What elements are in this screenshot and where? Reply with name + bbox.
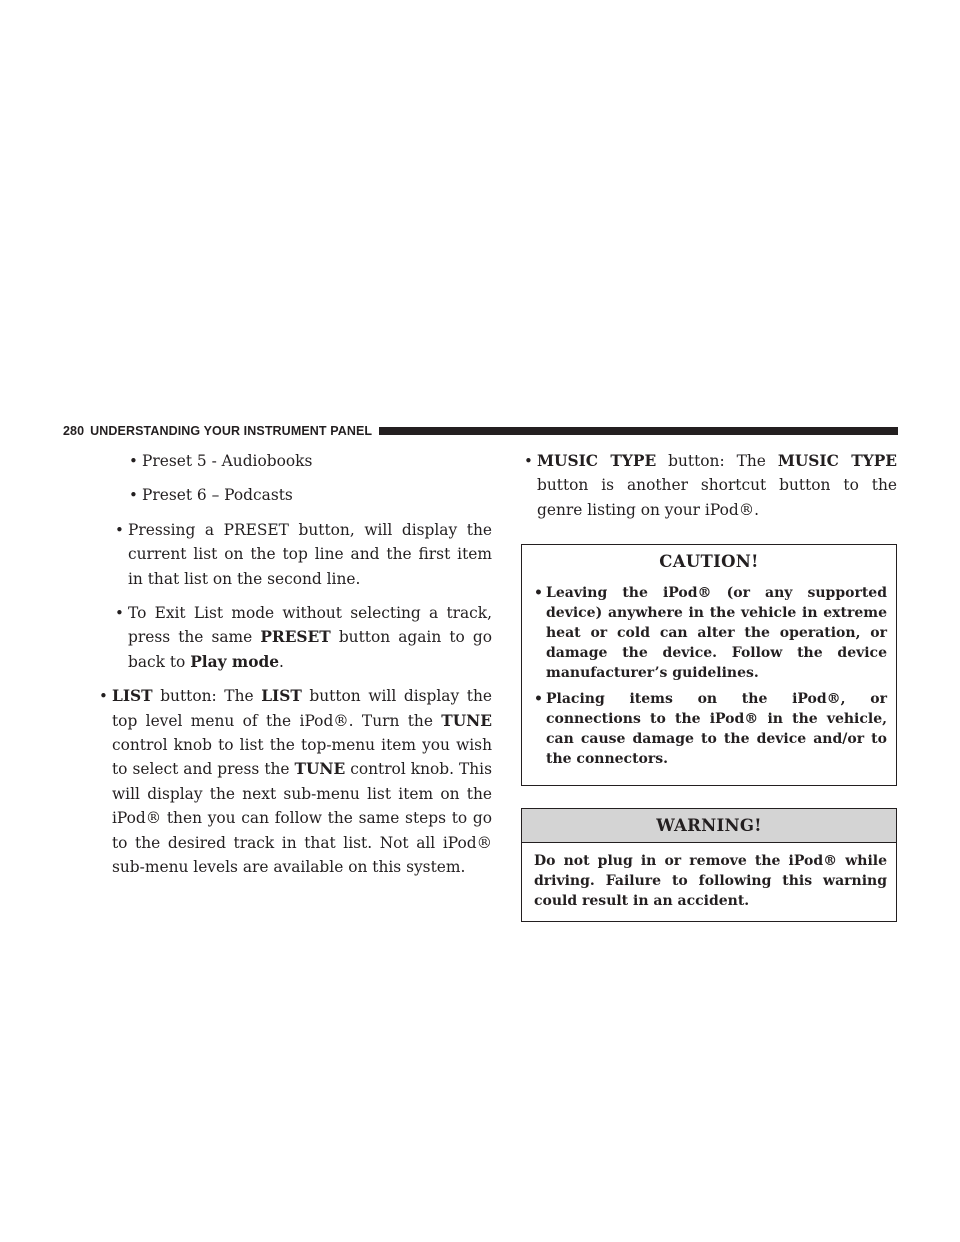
section-title: UNDERSTANDING YOUR INSTRUMENT PANEL bbox=[90, 424, 373, 438]
pressing-preset-text: Pressing a PRESET button, will display the current list on the top line and the first item in that list on the second line. bbox=[128, 520, 492, 588]
bullet: • bbox=[524, 452, 533, 470]
warning-text: Do not plug in or remove the iPod® while driving. Failure to following this warning could result in an accident. bbox=[534, 853, 887, 910]
preset-6-text: Preset 6 – Podcasts bbox=[142, 486, 293, 505]
exit-list-text: To Exit List mode without selecting a track, press the same bbox=[128, 604, 492, 647]
list-item bbox=[129, 483, 492, 507]
preset-5-text: Preset 5 - Audiobooks bbox=[142, 452, 313, 470]
bullet: • bbox=[129, 452, 138, 470]
exit-mid-text: button again to go back to bbox=[128, 628, 492, 671]
list-t4: control knob. This will display the next sub-menu list item on the iPod® then you can follow the same steps to go to the desired track in that list. Not all iPod® sub-menu levels are available on this system. bbox=[112, 760, 492, 877]
page-header bbox=[63, 423, 898, 439]
list-t2: button will display the top level menu of the iPod®. Turn the bbox=[112, 687, 492, 730]
header-rule bbox=[379, 427, 898, 435]
list-term: LIST bbox=[112, 687, 153, 706]
right-column bbox=[521, 449, 897, 922]
bullet: • bbox=[534, 690, 543, 707]
page-number: 280 bbox=[63, 424, 85, 438]
left-column bbox=[99, 449, 492, 890]
tune-term-1: TUNE bbox=[441, 711, 492, 730]
exit-play-term: Play mode bbox=[190, 652, 280, 671]
tune-term-2: TUNE bbox=[294, 760, 346, 779]
bullet: • bbox=[115, 604, 124, 623]
list-item bbox=[524, 449, 898, 522]
warning-title: WARNING! bbox=[522, 809, 896, 843]
list-term2: LIST bbox=[261, 687, 302, 706]
list-item bbox=[115, 601, 492, 674]
caution-box bbox=[521, 544, 897, 785]
music-type-term: MUSIC TYPE bbox=[537, 452, 657, 470]
warning-box bbox=[521, 808, 897, 922]
exit-end: . bbox=[279, 652, 284, 671]
music-type-t2: button is another shortcut button to the genre listing on your iPod®. bbox=[537, 476, 897, 519]
caution-text-1: Leaving the iPod® (or any supported device) anywhere in the vehicle in extreme heat or cold can alter the operation, or damage the device. Follow the device manufacturer’s guidelines. bbox=[546, 584, 887, 681]
caution-title: CAUTION! bbox=[659, 552, 759, 572]
caution-body bbox=[522, 579, 896, 785]
list-item bbox=[129, 449, 492, 473]
list-t3: control knob to list the top-menu item you wish to select and press the bbox=[112, 736, 492, 779]
bullet: • bbox=[129, 486, 138, 505]
caution-item bbox=[534, 689, 887, 769]
list-item bbox=[115, 518, 492, 591]
exit-preset-term: PRESET bbox=[260, 628, 331, 647]
music-type-t1: button: The bbox=[668, 452, 766, 470]
bullet: • bbox=[534, 584, 543, 601]
list-item bbox=[99, 684, 492, 879]
caution-item bbox=[534, 583, 887, 683]
music-type-term2: MUSIC TYPE bbox=[777, 452, 898, 470]
caution-text-2: Placing items on the iPod®, or connections to the iPod® in the vehicle, can cause damage to the device and/or to the connectors. bbox=[546, 690, 887, 767]
bullet: • bbox=[99, 687, 108, 706]
bullet: • bbox=[115, 520, 124, 539]
list-t1: button: The bbox=[160, 687, 254, 706]
